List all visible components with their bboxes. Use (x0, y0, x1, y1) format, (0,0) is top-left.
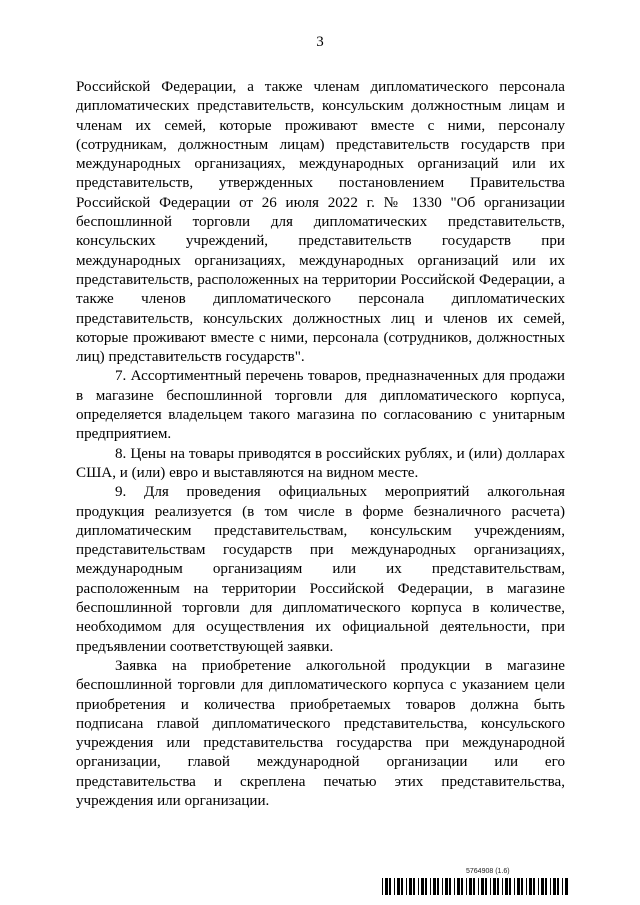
barcode-bar (517, 878, 520, 895)
barcode-bar (481, 878, 484, 895)
barcode-bar (493, 878, 496, 895)
barcode-bar (538, 878, 539, 895)
barcode-bar (413, 878, 415, 895)
barcode-bar (418, 878, 419, 895)
barcode-bar (473, 878, 475, 895)
barcode-bar (406, 878, 407, 895)
paragraph-item-7: 7. Ассортиментный перечень товаров, предназначенных для продажи в магазине беспошлинной торговли для дипломатического корпуса, определяется владельцем такого магазина по согласованию с унитарным предприятием. (76, 368, 565, 443)
barcode-bar (425, 878, 427, 895)
document-code: 5764908 (1.6) (466, 868, 510, 875)
barcode-bar (385, 878, 388, 895)
barcode-bar (502, 878, 503, 895)
document-body (76, 78, 565, 811)
barcode-bar (541, 878, 544, 895)
page-number: 3 (316, 34, 324, 50)
barcode-bar (445, 878, 448, 895)
barcode-bar (401, 878, 403, 895)
barcode-bar (397, 878, 400, 895)
barcode-bar (461, 878, 463, 895)
barcode-bar (389, 878, 391, 895)
barcode-bar (553, 878, 556, 895)
barcode-bar (421, 878, 424, 895)
barcode-bar (521, 878, 523, 895)
barcode-bar (565, 878, 568, 895)
paragraph-continuation: Российской Федерации, а также членам дипломатического персонала дипломатических представительств, консульским должностным лицам и членам их семей, которые проживают вместе с ними, персоналу (сотрудникам, должностным лицам) представительств государств при международных организациях, международных организаций или их представительств, утвержденных постановлением Правительства Российской Федерации от 26 июля 2022 г. № 1330 "Об организации беспошлинной торговли для дипломатических представительств, консульских учреждений, представительств государств при международных организациях, международных организаций или их представительств, расположенных на территории Российской Федерации, а также членов дипломатического персонала дипломатических представительств, консульских должностных лиц и членов их семей, которые проживают вместе с ними, персонала (сотрудников, должностных лиц) представительств государств". (76, 79, 565, 366)
barcode-bar (454, 878, 455, 895)
barcode (382, 878, 568, 895)
paragraph-application: Заявка на приобретение алкогольной продукции в магазине беспошлинной торговли для дипломатического корпуса с указанием цели приобретения и количества приобретаемых товаров должна быть подписана главой дипломатического представительства, консульского учреждения или представительства государства при международной организации, главой международной организации или его представительства и скреплена печатью этих представительства, учреждения или организации. (76, 657, 565, 809)
barcode-bar (433, 878, 436, 895)
barcode-bar (457, 878, 460, 895)
barcode-bar (550, 878, 551, 895)
barcode-bar (485, 878, 487, 895)
barcode-bar (442, 878, 443, 895)
barcode-bar (526, 878, 527, 895)
barcode-bar (490, 878, 491, 895)
barcode-bar (382, 878, 383, 895)
paragraph-item-8: 8. Цены на товары приводятся в российских рублях, и (или) долларах США, и (или) евро и выставляются на видном месте. (76, 445, 565, 481)
barcode-bar (466, 878, 467, 895)
barcode-bar (545, 878, 547, 895)
barcode-bar (514, 878, 515, 895)
barcode-bar (478, 878, 479, 895)
barcode-bar (437, 878, 439, 895)
barcode-bar (449, 878, 451, 895)
barcode-bar (557, 878, 559, 895)
barcode-bar (505, 878, 508, 895)
paragraph-item-9: 9. Для проведения официальных мероприятий алкогольная продукция реализуется (в том числе в форме безналичного расчета) дипломатическим представительствам, консульским учреждениям, представительствам государств при международных организациях, международным организациям или их представительствам, расположенным на территории Российской Федерации, в магазине беспошлинной торговли для дипломатического корпуса в количестве, необходимом для осуществления их официальной деятельности, при предъявлении соответствующей заявки. (76, 484, 565, 655)
barcode-bar (509, 878, 511, 895)
barcode-bar (409, 878, 412, 895)
barcode-bar (562, 878, 563, 895)
barcode-bar (529, 878, 532, 895)
barcode-bar (533, 878, 535, 895)
barcode-bar (430, 878, 431, 895)
barcode-bar (394, 878, 395, 895)
barcode-bar (497, 878, 499, 895)
barcode-bar (469, 878, 472, 895)
